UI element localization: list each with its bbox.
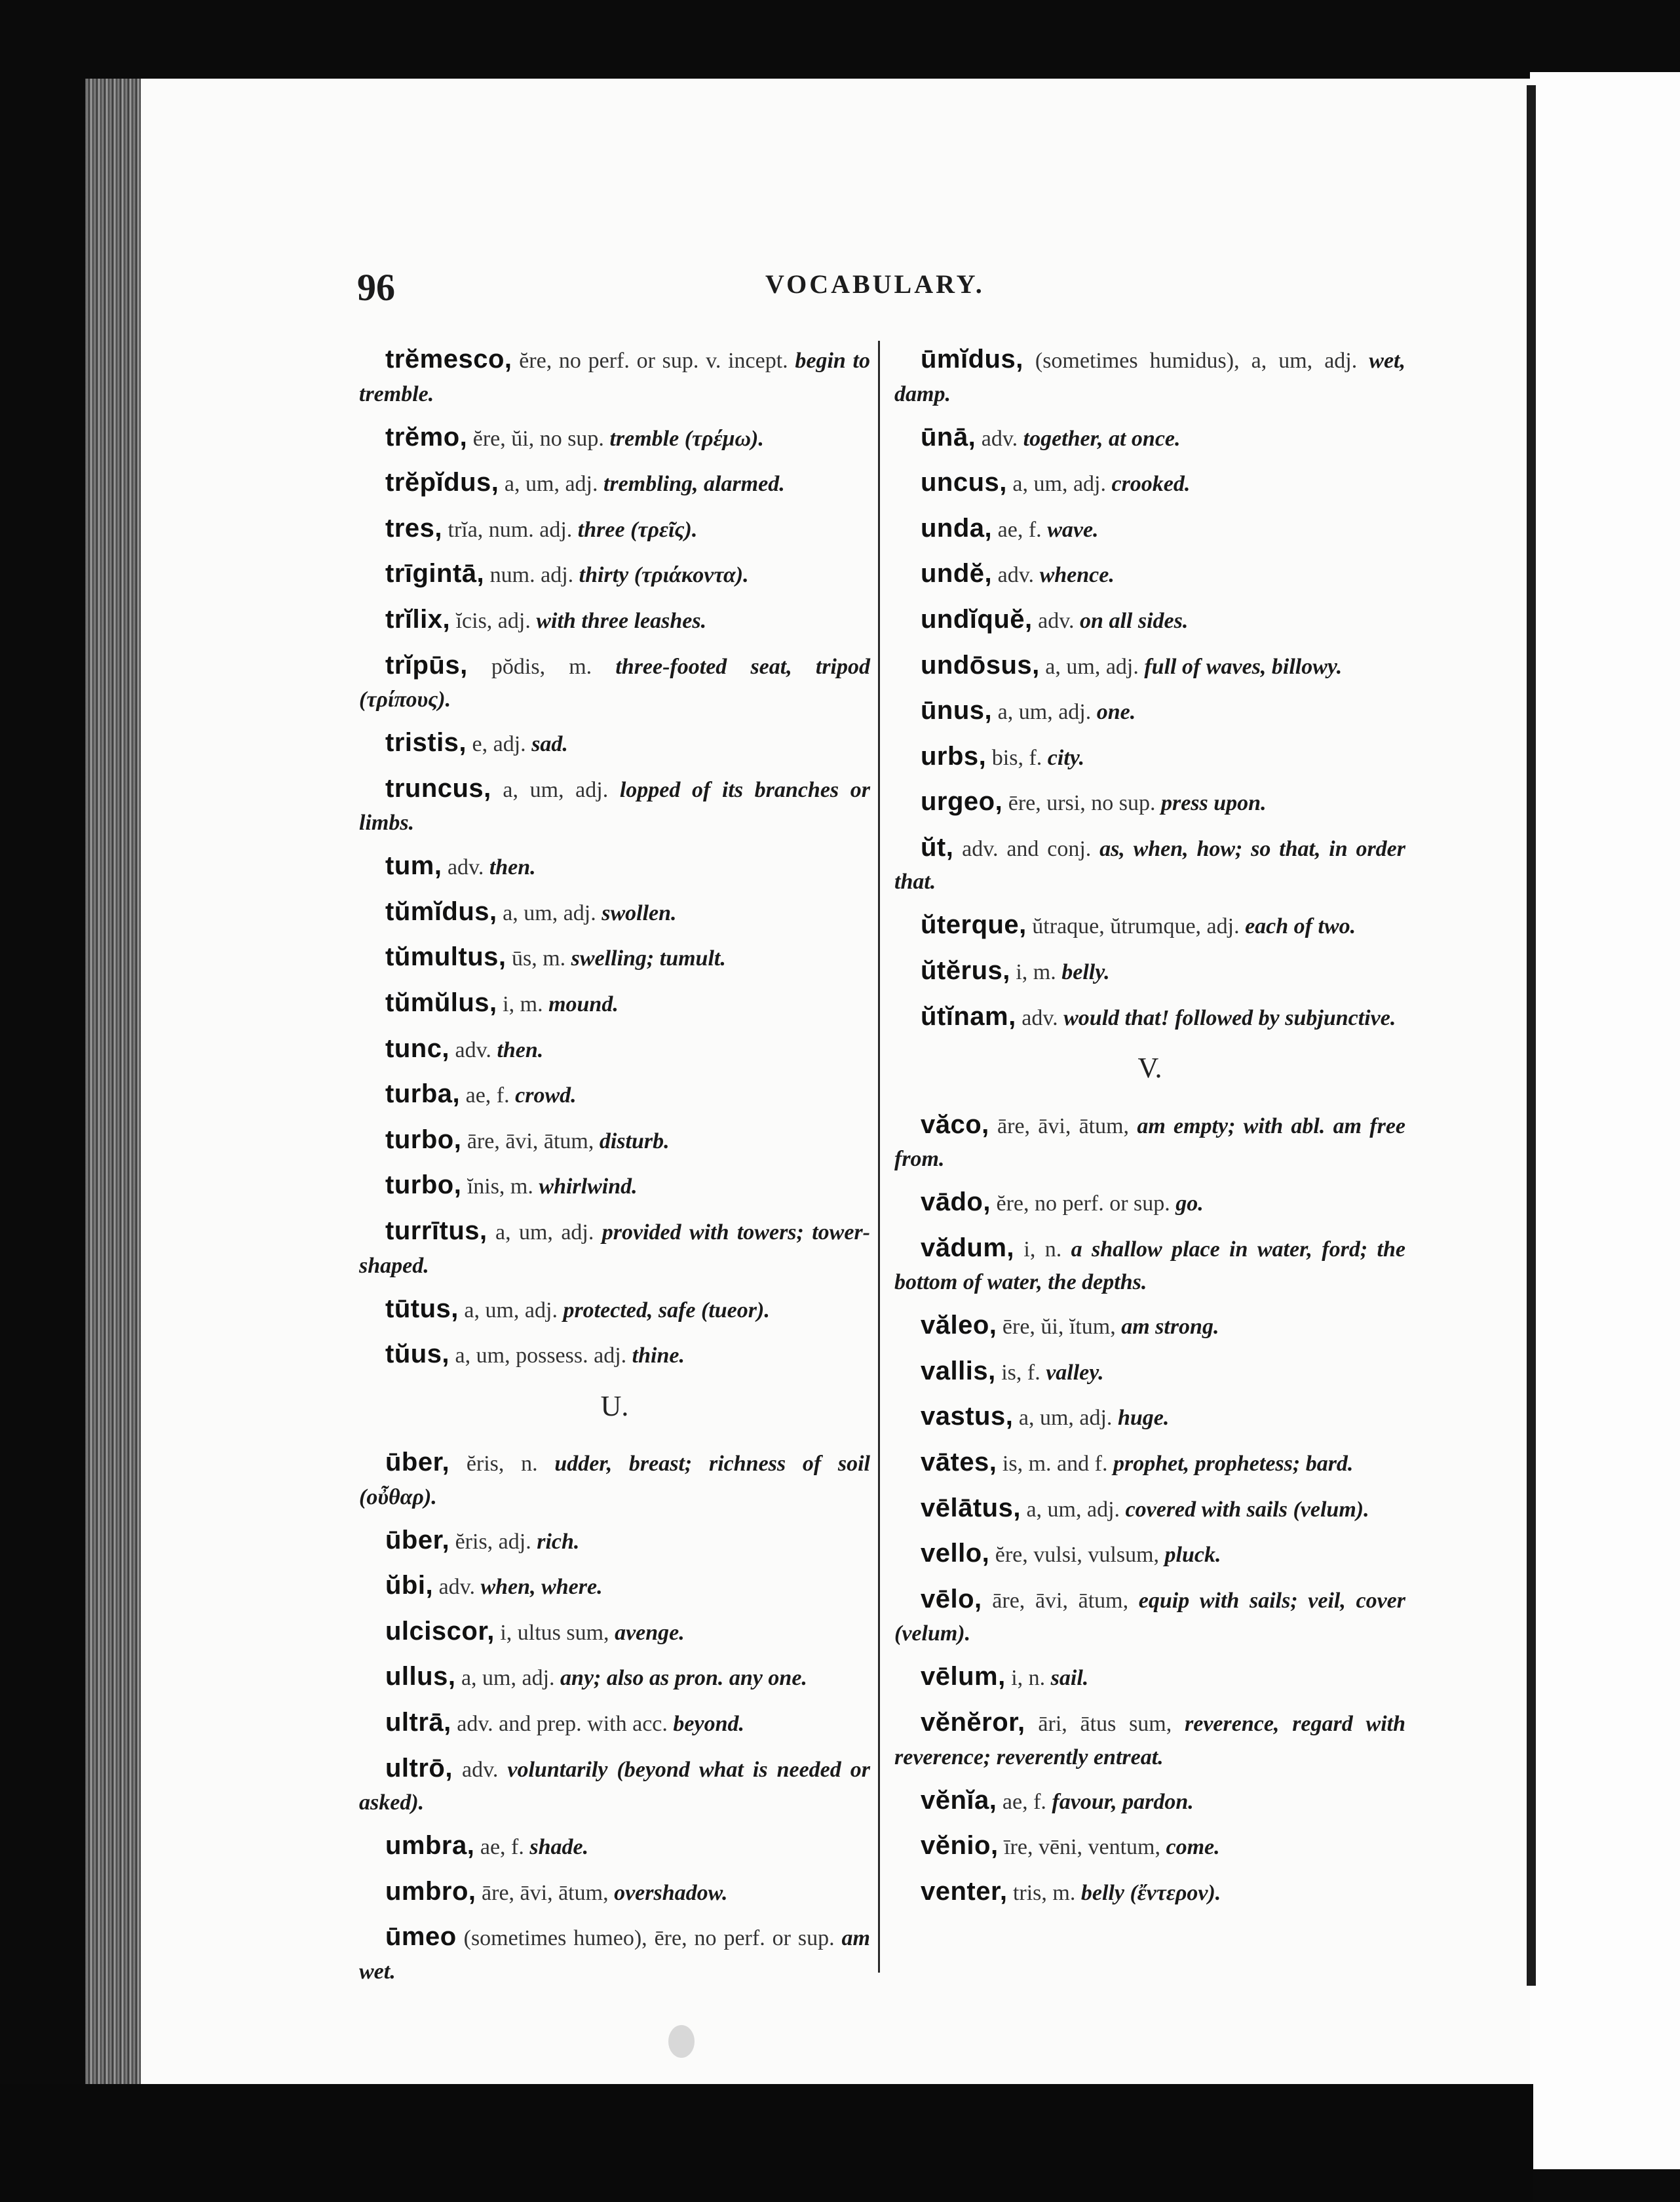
left-column: [359, 341, 870, 1996]
headword: turbo,: [385, 1170, 462, 1200]
grammar-info: i, n.: [1014, 1237, 1071, 1262]
grammar-info: ae, f.: [997, 1789, 1052, 1814]
column-rule: [878, 341, 880, 1973]
grammar-info: ĕre, no perf. or sup. v. incept.: [512, 349, 795, 373]
meaning: wet, damp.: [894, 349, 1405, 406]
meaning: disturb.: [599, 1129, 670, 1153]
meaning: valley.: [1046, 1360, 1104, 1385]
grammar-info: a, um, adj.: [458, 1298, 563, 1323]
grammar-info: ĕre, vulsi, vulsum,: [989, 1543, 1165, 1568]
headword: ūmĭdus,: [921, 345, 1023, 374]
headword: văleo,: [921, 1311, 997, 1340]
headword: vātes,: [921, 1448, 997, 1477]
headword: ūnā,: [921, 422, 976, 452]
dictionary-entry: [359, 1613, 870, 1651]
meaning: swollen.: [601, 900, 677, 925]
meaning: pluck.: [1164, 1543, 1221, 1568]
dictionary-entry: [894, 952, 1405, 990]
dictionary-entry: [894, 738, 1405, 776]
facing-page-strip: [1530, 72, 1680, 2169]
grammar-info: adv. and prep. with acc.: [451, 1711, 674, 1736]
headword: vĕnio,: [921, 1831, 999, 1861]
dictionary-entry: [359, 1522, 870, 1560]
dictionary-entry: [894, 1490, 1405, 1528]
dictionary-entry: [894, 1782, 1405, 1820]
dictionary-entry: [894, 1658, 1405, 1696]
headword: vĕnĭa,: [921, 1785, 997, 1815]
scan-background: [0, 2084, 1533, 2202]
grammar-info: a, um, adj.: [455, 1666, 561, 1691]
headword: ūmeo: [385, 1922, 457, 1952]
meaning: whirlwind.: [539, 1174, 638, 1199]
meaning: reverence, regard with reverence; reverently entreat.: [894, 1711, 1405, 1769]
grammar-info: (sometimes humeo), ēre, no perf. or sup.: [456, 1926, 842, 1951]
headword: vallis,: [921, 1356, 996, 1385]
dictionary-entry: [894, 1581, 1405, 1651]
headword: vădum,: [921, 1233, 1015, 1262]
dictionary-entry: [894, 1398, 1405, 1436]
dictionary-entry: [359, 419, 870, 457]
headword: tŭmĭdus,: [385, 897, 497, 926]
headword: turrītus,: [385, 1216, 487, 1245]
meaning: provided with towers; tower-shaped.: [359, 1220, 871, 1278]
headword: trĕmo,: [385, 422, 468, 452]
headword: vĕnĕror,: [921, 1707, 1025, 1737]
headword: tres,: [385, 513, 442, 543]
headword: ŭtĕrus,: [921, 956, 1010, 986]
meaning: go.: [1175, 1191, 1204, 1216]
dictionary-entry: [894, 341, 1405, 411]
meaning: mound.: [548, 992, 619, 1016]
grammar-info: a, um, adj.: [1006, 472, 1112, 497]
headword: tŭus,: [385, 1340, 450, 1369]
meaning: begin to tremble.: [359, 349, 870, 406]
meaning: city.: [1047, 745, 1085, 770]
headword: ūber,: [385, 1448, 450, 1477]
grammar-info: adv.: [452, 1757, 508, 1782]
grammar-info: is, f.: [995, 1360, 1046, 1385]
grammar-info: ĭnis, m.: [461, 1174, 539, 1199]
dictionary-entry: [894, 1535, 1405, 1573]
headword: uncus,: [921, 468, 1007, 497]
headword: turbo,: [385, 1125, 462, 1154]
headword: undōsus,: [921, 650, 1040, 680]
gutter-line: [1527, 85, 1536, 1986]
headword: vello,: [921, 1539, 990, 1568]
grammar-info: ĕre, ŭi, no sup.: [467, 426, 610, 451]
headword: trĭlix,: [385, 604, 451, 634]
dictionary-entry: [359, 341, 870, 411]
dictionary-entry: [894, 1704, 1405, 1774]
headword: trĭpūs,: [385, 650, 468, 680]
meaning: as, when, how; so that, in order that.: [894, 836, 1405, 895]
headword: urbs,: [921, 741, 987, 771]
headword: tŭmŭlus,: [385, 988, 497, 1017]
meaning: when, where.: [480, 1575, 603, 1600]
dictionary-entry: [359, 724, 870, 762]
headword: undĭquĕ,: [921, 604, 1033, 634]
grammar-info: pŏdis, m.: [467, 654, 616, 679]
dictionary-entry: [359, 1336, 870, 1374]
grammar-info: ŭtraque, ŭtrumque, adj.: [1026, 914, 1246, 939]
smudge-mark: [668, 2025, 695, 2058]
headword: ūnus,: [921, 696, 993, 725]
dictionary-entry: [894, 1307, 1405, 1345]
dictionary-entry: [894, 419, 1405, 457]
grammar-info: adv.: [433, 1575, 481, 1600]
grammar-info: ae, f.: [992, 517, 1048, 542]
headword: ullus,: [385, 1662, 456, 1691]
headword: ultrō,: [385, 1753, 453, 1783]
grammar-info: num. adj.: [484, 563, 579, 588]
headword: ŭtĭnam,: [921, 1001, 1016, 1031]
dictionary-entry: [359, 1030, 870, 1068]
meaning: a shallow place in water, ford; the bottom of water, the depths.: [894, 1237, 1405, 1295]
meaning: belly.: [1061, 960, 1110, 985]
meaning: am empty; with abl. am free from.: [894, 1113, 1405, 1172]
meaning: trembling, alarmed.: [603, 472, 785, 497]
grammar-info: a, um, adj.: [1013, 1406, 1118, 1431]
dictionary-entry: [359, 601, 870, 639]
dictionary-entry: [894, 464, 1405, 502]
meaning: equip with sails; veil, cover (velum).: [894, 1588, 1405, 1646]
grammar-info: adv. and conj.: [953, 836, 1100, 861]
meaning: sad.: [531, 732, 568, 757]
meaning: thine.: [632, 1343, 685, 1368]
grammar-info: a, um, adj.: [487, 1220, 602, 1245]
meaning: protected, safe (tueor).: [563, 1298, 770, 1323]
grammar-info: i, m.: [497, 992, 549, 1016]
running-head: VOCABULARY.: [765, 269, 985, 299]
grammar-info: adv.: [992, 563, 1040, 588]
meaning: with three leashes.: [536, 608, 707, 633]
meaning: lopped of its branches or limbs.: [359, 777, 870, 836]
meaning: come.: [1166, 1835, 1220, 1860]
grammar-info: i, ultus sum,: [494, 1620, 615, 1645]
grammar-info: ēre, ŭi, ĭtum,: [997, 1315, 1122, 1340]
grammar-info: a, um, possess. adj.: [449, 1343, 632, 1368]
dictionary-entry: [359, 510, 870, 548]
meaning: then.: [497, 1037, 544, 1062]
grammar-info: ae, f.: [474, 1835, 530, 1860]
meaning: wave.: [1047, 517, 1099, 542]
headword: truncus,: [385, 773, 491, 803]
grammar-info: trĭa, num. adj.: [442, 517, 578, 542]
dictionary-entry: [894, 1229, 1405, 1300]
grammar-info: āre, āvi, ātum,: [989, 1113, 1137, 1138]
dictionary-entry: [359, 1750, 870, 1820]
grammar-info: i, n.: [1005, 1666, 1051, 1691]
dictionary-entry: [894, 1873, 1405, 1911]
grammar-info: īre, vēni, ventum,: [998, 1835, 1166, 1860]
dictionary-entry: [359, 1658, 870, 1696]
grammar-info: āre, āvi, ātum,: [461, 1129, 600, 1153]
grammar-info: adv.: [442, 855, 489, 880]
headword: văco,: [921, 1110, 989, 1139]
meaning: one.: [1096, 700, 1136, 725]
dictionary-entry: [359, 847, 870, 885]
meaning: on all sides.: [1080, 608, 1189, 633]
grammar-info: is, m. and f.: [997, 1452, 1113, 1477]
headword: undĕ,: [921, 559, 993, 589]
headword: trĕmesco,: [385, 345, 512, 374]
dictionary-entry: [359, 1444, 870, 1514]
headword: ŭbi,: [385, 1571, 434, 1600]
headword: umbro,: [385, 1876, 476, 1906]
meaning: three (τρεῖς).: [577, 517, 698, 542]
dictionary-entry: [359, 555, 870, 593]
grammar-info: bis, f.: [986, 745, 1048, 770]
dictionary-entry: [894, 510, 1405, 548]
dictionary-entry: [894, 783, 1405, 821]
dictionary-entry: [894, 1184, 1405, 1222]
dictionary-entry: [359, 1567, 870, 1605]
grammar-info: ae, f.: [460, 1083, 516, 1108]
headword: tristis,: [385, 728, 467, 758]
dictionary-entry: [894, 906, 1405, 944]
dictionary-entry: [359, 1918, 870, 1988]
meaning: rich.: [537, 1529, 580, 1554]
headword: ŭt,: [921, 832, 954, 862]
meaning: am wet.: [359, 1926, 870, 1984]
grammar-info: i, m.: [1010, 960, 1062, 985]
grammar-info: ūs, m.: [506, 946, 571, 971]
grammar-info: (sometimes humidus), a, um, adj.: [1023, 349, 1369, 373]
headword: trīgintā,: [385, 559, 485, 589]
dictionary-entry: [359, 1827, 870, 1865]
meaning: would that! followed by subjunctive.: [1063, 1005, 1396, 1030]
meaning: am strong.: [1121, 1315, 1219, 1340]
meaning: sail.: [1050, 1666, 1089, 1691]
page-number: 96: [357, 266, 395, 309]
dictionary-entry: [894, 1827, 1405, 1865]
headword: tŭmultus,: [385, 942, 506, 972]
grammar-info: a, um, adj.: [1039, 654, 1145, 679]
dictionary-entry: [894, 601, 1405, 639]
dictionary-entry: [894, 647, 1405, 685]
headword: trĕpĭdus,: [385, 468, 499, 497]
dictionary-entry: [359, 1075, 870, 1113]
meaning: covered with sails (velum).: [1125, 1497, 1369, 1522]
grammar-info: ĕris, n.: [449, 1452, 555, 1477]
grammar-info: a, um, adj.: [992, 700, 1097, 725]
meaning: udder, breast; richness of soil (οὖθαρ).: [359, 1452, 871, 1509]
headword: vastus,: [921, 1402, 1014, 1431]
meaning: three-footed seat, tripod (τρίπους).: [359, 654, 871, 712]
meaning: crowd.: [515, 1083, 577, 1108]
section-letter: U.: [600, 1389, 629, 1422]
dictionary-entry: [359, 1873, 870, 1911]
grammar-info: āre, āvi, ātum,: [982, 1588, 1139, 1613]
meaning: shade.: [529, 1835, 589, 1860]
grammar-info: a, um, adj.: [497, 900, 602, 925]
headword: tūtus,: [385, 1294, 459, 1323]
dictionary-entry: [359, 1167, 870, 1205]
dictionary-entry: [359, 938, 870, 976]
headword: unda,: [921, 513, 993, 543]
grammar-info: ĕre, no perf. or sup.: [990, 1191, 1176, 1216]
grammar-info: adv.: [449, 1037, 497, 1062]
grammar-info: a, um, adj.: [491, 777, 620, 802]
grammar-info: adv.: [1016, 1005, 1064, 1030]
meaning: belly (ἔντερον).: [1080, 1880, 1221, 1905]
meaning: prophet, prophetess; bard.: [1113, 1452, 1354, 1477]
headword: ūber,: [385, 1525, 450, 1555]
headword: vēlum,: [921, 1662, 1006, 1691]
headword: turba,: [385, 1079, 461, 1109]
meaning: then.: [489, 855, 536, 880]
meaning: avenge.: [615, 1620, 685, 1645]
grammar-info: adv.: [1032, 608, 1080, 633]
meaning: each of two.: [1245, 914, 1356, 939]
headword: ultrā,: [385, 1707, 451, 1737]
headword: umbra,: [385, 1831, 475, 1861]
dictionary-entry: [359, 893, 870, 931]
meaning: tremble (τρέμω).: [609, 426, 764, 451]
dictionary-entry: [894, 555, 1405, 593]
meaning: together, at once.: [1023, 426, 1181, 451]
headword: vēlo,: [921, 1584, 982, 1613]
meaning: press upon.: [1160, 791, 1267, 816]
dictionary-entry: [359, 1704, 870, 1742]
headword: vādo,: [921, 1188, 991, 1217]
dictionary-entry: [894, 1353, 1405, 1391]
headword: vēlātus,: [921, 1493, 1021, 1522]
grammar-info: tris, m.: [1007, 1880, 1081, 1905]
meaning: favour, pardon.: [1052, 1789, 1194, 1814]
grammar-info: āre, āvi, ātum,: [476, 1880, 615, 1905]
dictionary-entry: [894, 829, 1405, 899]
headword: venter,: [921, 1876, 1008, 1906]
headword: tum,: [385, 851, 442, 881]
dictionary-entry: [894, 998, 1405, 1036]
grammar-info: ĕris, adj.: [449, 1529, 537, 1554]
meaning: beyond.: [673, 1711, 744, 1736]
meaning: crooked.: [1111, 472, 1191, 497]
grammar-info: ĭcis, adj.: [450, 608, 537, 633]
dictionary-entry: [359, 1290, 870, 1328]
grammar-info: ēre, ursi, no sup.: [1002, 791, 1161, 816]
dictionary-entry: [894, 1106, 1405, 1176]
dictionary-entry: [359, 464, 870, 502]
dictionary-entry: [359, 647, 870, 717]
headword: tunc,: [385, 1033, 450, 1063]
meaning: any; also as pron. any one.: [560, 1666, 807, 1691]
meaning: thirty (τριάκοντα).: [579, 563, 749, 588]
dictionary-entry: [359, 770, 870, 840]
grammar-info: e, adj.: [467, 732, 532, 757]
meaning: voluntarily (beyond what is needed or asked).: [359, 1757, 870, 1815]
dictionary-entry: [894, 1444, 1405, 1482]
meaning: overshadow.: [614, 1880, 728, 1905]
dictionary-entry: [359, 1212, 870, 1283]
dictionary-entry: [359, 984, 870, 1022]
meaning: whence.: [1039, 563, 1115, 588]
section-letter: V.: [1137, 1052, 1162, 1085]
headword: urgeo,: [921, 787, 1003, 817]
meaning: huge.: [1117, 1406, 1170, 1431]
grammar-info: adv.: [976, 426, 1023, 451]
dictionary-entry: [359, 1121, 870, 1159]
right-column: [894, 341, 1405, 1918]
headword: ulciscor,: [385, 1616, 495, 1646]
meaning: full of waves, billowy.: [1144, 654, 1343, 679]
headword: ŭterque,: [921, 910, 1027, 940]
dictionary-entry: [894, 692, 1405, 730]
grammar-info: āri, ātus sum,: [1025, 1711, 1185, 1736]
grammar-info: a, um, adj.: [1020, 1497, 1126, 1522]
meaning: swelling; tumult.: [571, 946, 726, 971]
grammar-info: a, um, adj.: [499, 472, 603, 497]
